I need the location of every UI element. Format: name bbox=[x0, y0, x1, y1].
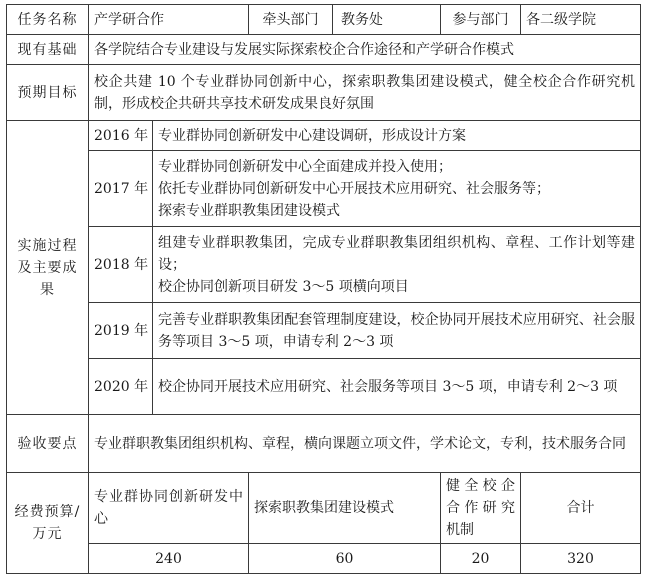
participant-label: 参与部门 bbox=[441, 5, 521, 35]
process-year: 2020 年 bbox=[89, 359, 153, 415]
process-row-2017 bbox=[7, 151, 641, 227]
budget-header-row bbox=[7, 473, 641, 544]
goal-text: 校企共建 10 个专业群协同创新中心，探索职教集团建设模式，健全校企合作研究机制，形成校企共研共享技术研发成果良好氛围 bbox=[89, 65, 641, 121]
process-item: 校企协同创新项目研发 3～5 项横向项目 bbox=[158, 278, 409, 295]
goal-row bbox=[7, 65, 641, 121]
acceptance-row bbox=[7, 415, 641, 473]
process-year: 2019 年 bbox=[89, 303, 153, 359]
lead-dept-value: 教务处 bbox=[333, 5, 441, 35]
process-item: 专业群协同创新研发中心建设调研，形成设计方案 bbox=[158, 127, 466, 144]
process-year: 2017 年 bbox=[89, 151, 153, 227]
process-item: 组建专业群职教集团，完成专业群职教集团组织机构、章程、工作计划等建设； bbox=[158, 234, 635, 273]
budget-value-total: 320 bbox=[521, 544, 641, 574]
task-table bbox=[6, 4, 641, 574]
budget-value: 20 bbox=[441, 544, 521, 574]
process-item: 完善专业群职教集团配套管理制度建设，校企协同开展技术应用研究、社会服务等项目 3～5 项，申请专利 2～3 项 bbox=[158, 311, 635, 350]
header-row bbox=[7, 5, 641, 35]
basis-row bbox=[7, 35, 641, 65]
participant-value: 各二级学院 bbox=[521, 5, 641, 35]
budget-label: 经费预算/万元 bbox=[7, 473, 89, 574]
budget-header: 探索职教集团建设模式 bbox=[249, 473, 441, 544]
process-content bbox=[153, 227, 641, 303]
basis-text: 各学院结合专业建设与发展实际探索校企合作途径和产学研合作模式 bbox=[89, 35, 641, 65]
process-row-2016 bbox=[7, 121, 641, 151]
acceptance-text: 专业群职教集团组织机构、章程，横向课题立项文件，学术论文，专利，技术服务合同 bbox=[89, 415, 641, 473]
process-item: 探索专业群职教集团建设模式 bbox=[158, 202, 340, 219]
process-item: 专业群协同创新研发中心全面建成并投入使用； bbox=[158, 158, 452, 175]
process-row-2019 bbox=[7, 303, 641, 359]
process-content bbox=[153, 151, 641, 227]
task-name-value: 产学研合作 bbox=[89, 5, 249, 35]
basis-label: 现有基础 bbox=[7, 35, 89, 65]
budget-header: 专业群协同创新研发中心 bbox=[89, 473, 249, 544]
lead-dept-label: 牵头部门 bbox=[249, 5, 333, 35]
budget-value: 60 bbox=[249, 544, 441, 574]
process-label: 实施过程及主要成果 bbox=[7, 121, 89, 415]
process-row-2020 bbox=[7, 359, 641, 415]
process-year: 2016 年 bbox=[89, 121, 153, 151]
budget-value: 240 bbox=[89, 544, 249, 574]
process-content bbox=[153, 303, 641, 359]
budget-header: 健全校企合作研究机制 bbox=[441, 473, 521, 544]
acceptance-label: 验收要点 bbox=[7, 415, 89, 473]
task-name-label: 任务名称 bbox=[7, 5, 89, 35]
process-row-2018 bbox=[7, 227, 641, 303]
process-content bbox=[153, 121, 641, 151]
process-item: 校企协同开展技术应用研究、社会服务等项目 3～5 项，申请专利 2～3 项 bbox=[158, 378, 618, 395]
goal-label: 预期目标 bbox=[7, 65, 89, 121]
budget-value-row bbox=[7, 544, 641, 574]
process-item: 依托专业群协同创新研发中心开展技术应用研究、社会服务等； bbox=[158, 180, 550, 197]
process-year: 2018 年 bbox=[89, 227, 153, 303]
process-content bbox=[153, 359, 641, 415]
budget-header-total: 合计 bbox=[521, 473, 641, 544]
